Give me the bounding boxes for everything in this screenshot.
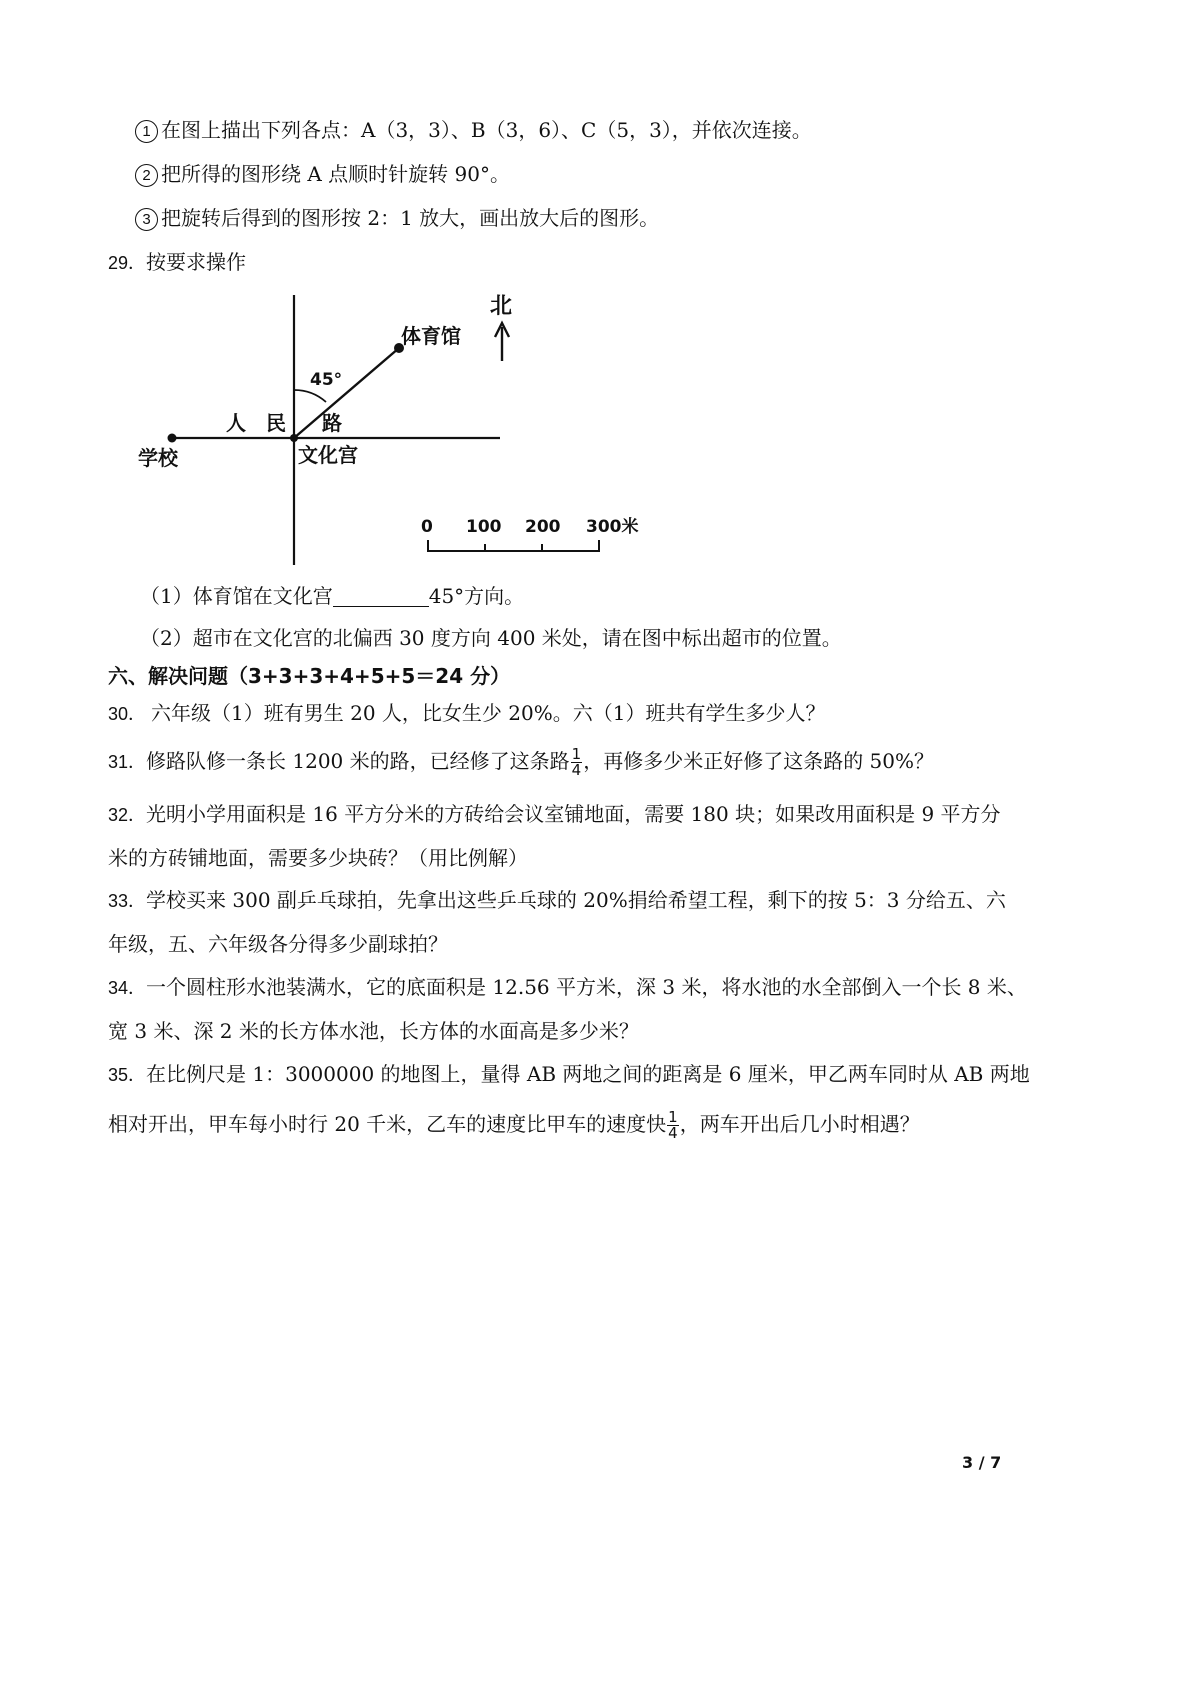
fraction: $\frac{1}{4}$ bbox=[571, 745, 582, 779]
question-32-line2 bbox=[108, 844, 528, 872]
question-34-line2 bbox=[108, 1017, 639, 1045]
question-text: 按要求操作 bbox=[146, 250, 247, 274]
question-text: 相对开出，甲车每小时行 20 千米，乙车的速度比甲车的速度快 bbox=[108, 1112, 667, 1136]
step-text: 在图上描出下列各点：A（3，3）、B（3，6）、C（5，3），并依次连接。 bbox=[161, 118, 812, 142]
question-35-line1: 35．在比例尺是 1：3000000 的地图上，量得 AB 两地之间的距离是 6 厘米，甲乙两车同时从 AB 两地 bbox=[108, 1062, 1030, 1086]
question-text: 在比例尺是 1：3000000 的地图上，量得 AB 两地之间的距离是 6 厘米，甲乙两车同时从 AB 两地 bbox=[146, 1062, 1030, 1086]
scale-label-200: 200 bbox=[525, 517, 561, 537]
stadium-label: 体育馆 bbox=[401, 324, 461, 348]
question-text: 学校买来 300 副乒乓球拍，先拿出这些乒乓球的 20%捐给希望工程，剩下的按 5：3 分给五、六 bbox=[146, 888, 1006, 912]
step-text: 把所得的图形绕 A 点顺时针旋转 90°。 bbox=[161, 162, 510, 186]
step-3 bbox=[135, 204, 659, 232]
scale-label-100: 100 bbox=[466, 517, 502, 537]
step-text: 把旋转后得到的图形按 2：1 放大，画出放大后的图形。 bbox=[161, 206, 660, 230]
question-text: 米的方砖铺地面，需要多少块砖？（用比例解） bbox=[108, 846, 528, 870]
question-number: 35 bbox=[108, 1065, 129, 1085]
question-number: 30 bbox=[108, 704, 129, 724]
question-number: 31 bbox=[108, 752, 129, 772]
step-marker: 1 bbox=[135, 120, 158, 143]
question-text: 一个圆柱形水池装满水，它的底面积是 12.56 平方米，深 3 米，将水池的水全部倒入一个长 8 米、 bbox=[146, 975, 1027, 999]
school-label: 学校 bbox=[138, 446, 178, 470]
question-31: 31．修路队修一条长 1200 米的路，已经修了这条路 $\frac{1}{4}$ ，再修多少米正好修了这条路的 50%？ bbox=[108, 745, 935, 779]
question-29-sub1 bbox=[140, 582, 524, 610]
fraction: $\frac{1}{4}$ bbox=[668, 1108, 678, 1142]
question-text: 六年级（1）班有男生 20 人，比女生少 20%。六（1）班共有学生多少人？ bbox=[151, 701, 826, 725]
section-heading: 六、解决问题（3+3+3+4+5+5＝24 分） bbox=[108, 664, 511, 688]
scale-label-300: 300米 bbox=[586, 517, 639, 537]
north-label: 北 bbox=[490, 294, 513, 319]
question-text: 光明小学用面积是 16 平方分米的方砖给会议室铺地面，需要 180 块；如果改用面积是 9 平方分 bbox=[146, 802, 1001, 826]
direction-map-figure bbox=[0, 285, 1191, 585]
question-32-line1: 32．光明小学用面积是 16 平方分米的方砖给会议室铺地面，需要 180 块；如果改用面积是 9 平方分 bbox=[108, 802, 1001, 826]
question-text: 修路队修一条长 1200 米的路，已经修了这条路 bbox=[146, 749, 570, 773]
question-29-sub2 bbox=[140, 624, 842, 652]
question-number: 32 bbox=[108, 805, 129, 825]
sub-question-text: （2）超市在文化宫的北偏西 30 度方向 400 米处，请在图中标出超市的位置。 bbox=[140, 626, 842, 650]
scale-bar bbox=[428, 540, 599, 551]
question-number: 29 bbox=[108, 253, 129, 273]
palace-label: 文化宫 bbox=[298, 443, 358, 467]
road-label-3: 路 bbox=[322, 411, 342, 435]
angle-arc bbox=[294, 390, 326, 402]
question-35-line2 bbox=[108, 1110, 920, 1141]
school-point bbox=[168, 434, 177, 443]
question-34-line1: 34．一个圆柱形水池装满水，它的底面积是 12.56 平方米，深 3 米，将水池的水全部倒入一个长 8 米、 bbox=[108, 975, 1027, 999]
step-2 bbox=[135, 160, 510, 188]
sub-question-text: 45°方向。 bbox=[428, 584, 525, 608]
road-label-1: 人 bbox=[226, 411, 246, 435]
question-33-line1: 33．学校买来 300 副乒乓球拍，先拿出这些乒乓球的 20%捐给希望工程，剩下的按 5：3 分给五、六 bbox=[108, 888, 1006, 912]
question-number: 34 bbox=[108, 978, 129, 998]
question-text: 年级，五、六年级各分得多少副球拍？ bbox=[108, 932, 448, 956]
road-label-2: 民 bbox=[266, 411, 286, 435]
question-number: 33 bbox=[108, 891, 129, 911]
sub-question-text: （1）体育馆在文化宫 bbox=[140, 584, 333, 608]
page-number: 3 / 7 bbox=[962, 1453, 1002, 1472]
step-marker: 3 bbox=[135, 208, 158, 231]
question-text: ，两车开出后几小时相遇？ bbox=[679, 1112, 920, 1136]
answer-blank[interactable] bbox=[333, 586, 429, 607]
question-text: 宽 3 米、深 2 米的长方体水池，长方体的水面高是多少米？ bbox=[108, 1019, 639, 1043]
question-29-title: 29．按要求操作 bbox=[108, 250, 247, 274]
angle-label: 45° bbox=[310, 370, 343, 390]
scale-label-0: 0 bbox=[421, 517, 433, 537]
question-30: 30． 六年级（1）班有男生 20 人，比女生少 20%。六（1）班共有学生多少人？ bbox=[108, 701, 826, 725]
step-marker: 2 bbox=[135, 164, 158, 187]
question-33-line2 bbox=[108, 930, 448, 958]
step-1 bbox=[135, 116, 812, 144]
question-text: ，再修多少米正好修了这条路的 50%？ bbox=[583, 749, 935, 773]
